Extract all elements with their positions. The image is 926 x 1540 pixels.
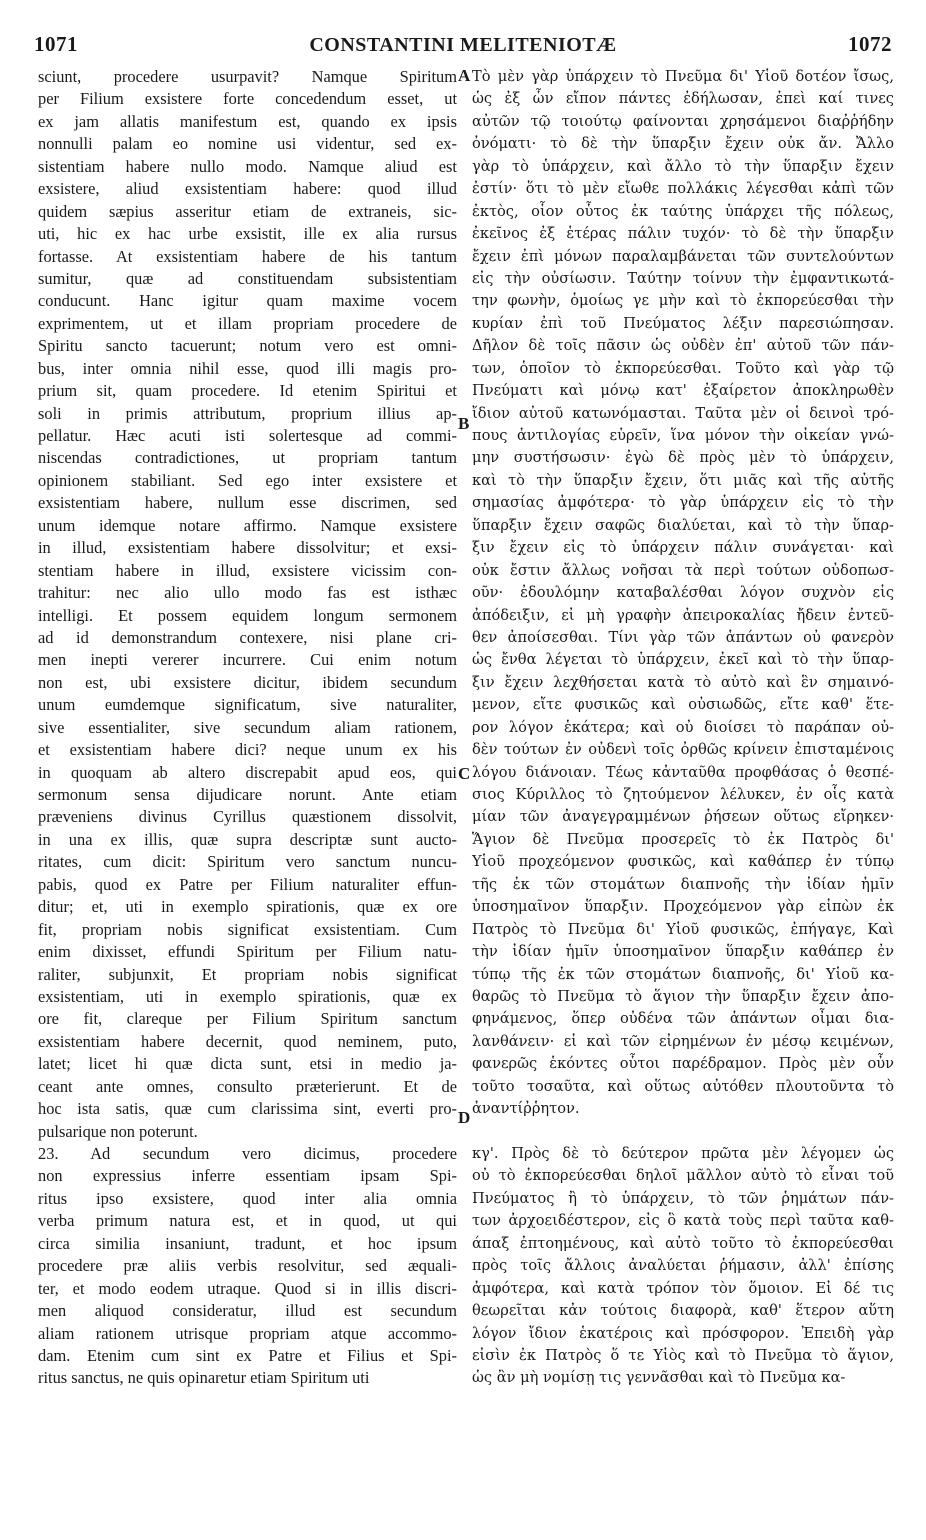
- latin-text-line: nonnulli palam eo nomine usi videntur, sed ex-: [38, 134, 457, 154]
- latin-text-line: niscendas contradictiones, ut propriam tantum: [38, 448, 457, 468]
- latin-text-line: stentiam habere in illud, exsistere vicissim con-: [38, 560, 457, 580]
- latin-text-line: circa similia insaniunt, tradunt, et hoc ipsum: [38, 1233, 457, 1253]
- greek-text-line: τὴν ἰδίαν ἡμῖν ὑποσημαῖνον ὕπαρξιν καθάπερ ἐν: [472, 943, 894, 961]
- running-header: [34, 32, 892, 58]
- latin-text-line: exsistere, aliud exsistentiam habere: quod illud: [38, 179, 457, 199]
- latin-text-line: bus, inter omnia nihil esse, quod illi magis pro-: [38, 358, 457, 378]
- latin-text-line: sive essentialiter, sive secundum aliam rationem,: [38, 717, 457, 737]
- latin-text-line: raliter, subjunxit, Et propriam nobis significat: [38, 964, 457, 984]
- greek-column: [472, 66, 894, 1390]
- latin-text-line: sciunt, procedere usurpavit? Namque Spiritum: [38, 67, 457, 86]
- greek-text-line: οὐκ ἔστιν ἄλλως νοῆσαι τὰ περὶ τούτων οὐδοπωσ-: [472, 561, 894, 579]
- latin-text-line: hoc ista satis, quæ cum clarissima sint, everti pro-: [38, 1099, 457, 1119]
- greek-text-line: ξιν ἔχειν εἰς τὸ ὑπάρχειν πάλιν συνάγεται· καὶ: [472, 539, 894, 557]
- greek-text-line: οὐ τὸ ἐκπορεύεσθαι δηλοῖ μᾶλλον αὐτὸ τὸ εἶναι τοῦ: [472, 1167, 894, 1185]
- latin-text-line: in illud, exsistentiam habere dissolvitur; et exsi-: [38, 538, 457, 558]
- greek-text-line: λανθάνειν· εἰ καὶ τῶν εἰρημένων ἐν μέσῳ κειμένων,: [472, 1032, 894, 1050]
- margin-marker-d: D: [458, 1108, 471, 1127]
- greek-text-line: αὐτῶν τῷ τοιούτῳ φαίνονται χρησάμενοι διαῤῥήδην: [472, 112, 894, 130]
- greek-text-line: πους ἀντιλογίας εὑρεῖν, ἵνα μόνον τὴν οἰκείαν γνώ-: [472, 427, 894, 444]
- greek-text-line: λόγου διάνοιαν. Τέως κἀνταῦθα προφθάσας ὁ θεσπέ-: [472, 763, 894, 781]
- greek-text-line: ὡς ἂν μὴ νομίσῃ τις γεννᾶσθαι καὶ τὸ Πνεῦμα κα-: [472, 1369, 846, 1387]
- greek-text-line: μενον, εἴτε φυσικῶς καὶ οὐσιωδῶς, εἴτε καθ' ἕτε-: [472, 696, 894, 714]
- margin-marker-b: B: [458, 414, 470, 433]
- greek-text-line: τύπῳ τῆς ἐκ τῶν στομάτων διαπνοῆς, δι' Υἱοῦ κα-: [472, 965, 894, 983]
- greek-text-line: τοῦτο τοσαῦτα, καὶ οὕτως αὐτόθεν πλουτοῦντα τὸ: [472, 1077, 894, 1095]
- latin-text-line: procedere præ aliis verbis resolvitur, sed æquali-: [38, 1256, 457, 1276]
- greek-text-line: την φωνὴν, ὁμοίως γε μὴν καὶ τὸ ἐκπορεύεσθαι τὴν: [472, 292, 894, 310]
- latin-text-line: ditur; et, uti in exemplo spirationis, quæ ex ore: [38, 897, 457, 917]
- greek-text-line: ἀπόδειξιν, εἰ μὴ γραφὴν ἀπειροκαλίας ἤδειν ἐντεῦ-: [472, 606, 894, 624]
- left-page-number: 1071: [34, 32, 78, 56]
- greek-text-line: σιος Κύριλλος τὸ ζητούμενον λέλυκεν, ἐν οἷς κατὰ: [472, 786, 894, 803]
- greek-text-line: εἰς τὴν οὐσίωσιν. Ταύτην τοίνυν τὴν ἐμφαντικωτά-: [472, 269, 894, 287]
- latin-column: [38, 66, 457, 1390]
- margin-marker-a: A: [458, 66, 471, 85]
- greek-text-line: ὕπαρξιν ἔχειν σαφῶς διαλύεται, καὶ τὸ τὴν ὕπαρ-: [472, 516, 894, 534]
- greek-text-line: άπαξ ἐπτοημένους, καὶ αὐτὸ τοῦτο τὸ ἐκπορεύεσθαι: [472, 1234, 894, 1252]
- latin-text-line: et exsistentiam habere dici? neque unum ex his: [38, 740, 457, 760]
- latin-text-line: non est, ubi exsistere dicitur, ibidem secundum: [38, 672, 457, 692]
- greek-text-line: ἐστίν· ὅτι τὸ μὲν εἴωθε πολλάκις λέγεσθαι κἀπὶ τῶν: [472, 180, 894, 198]
- greek-text-line: ὡς ἐξ ὧν εἴπον πάντες ἐδήλωσαν, ἐπεὶ καί τινες: [472, 90, 894, 108]
- greek-text-line: ρον λόγον ἑκάτερα; καὶ οὐ διοίσει τὸ παράπαν οὐ-: [472, 718, 894, 736]
- greek-text-line: ἴδιον αὐτοῦ κατωνόμασται. Ταῦτα μὲν οἱ δεινοὶ τρό-: [472, 404, 894, 422]
- latin-text-line: ex jam allatis manifestum est, quando ex ipsis: [38, 111, 457, 131]
- greek-text-line: σημασίας ἀμφότερα· τὸ γὰρ ὑπάρχειν εἰς τὸ τὴν: [472, 494, 894, 512]
- greek-text-line: πρὸς τοῖς ἄλλοις ἀναλύεται ῥήμασιν, ἀλλ' ἐπίσης: [472, 1257, 894, 1275]
- latin-text-line: fortasse. At exsistentiam habere de his tantum: [38, 246, 457, 266]
- greek-text-line: ἐκεῖνος ἐξ ἑτέρας πάλιν τυχόν· τὸ δὲ τὴν ὕπαρξιν: [472, 225, 894, 243]
- latin-text-line: conducunt. Hanc igitur quam maxime vocem: [38, 291, 457, 311]
- greek-text-line: φανερῶς ἑκόντες οὗτοι παρέδραμον. Πρὸς μὲν οὖν: [472, 1055, 894, 1073]
- latin-text-line: prium sit, quam procedere. Id etenim Spiritui et: [38, 381, 457, 401]
- greek-text-line: των, ὁποῖον τὸ ἐκπορεύεσθαι. Τοῦτο καὶ γὰρ τῷ: [472, 359, 894, 377]
- greek-text-line: Πνεύματος ἢ τὸ ὑπάρχειν, τὸ τῶν ῥημάτων πάν-: [472, 1189, 894, 1207]
- latin-text-line: ore fit, clareque per Filium Spiritum sanctum: [38, 1009, 457, 1029]
- latin-text-line: dam. Etenim cum sint ex Patre et Filius et Spi-: [38, 1345, 457, 1365]
- greek-text-line: Πατρὸς τὸ Πνεῦμα δι' Υἱοῦ φυσικῶς, ἐπήγαγε, Καὶ: [472, 920, 894, 938]
- latin-text-line: ritates, cum dicit: Spiritum vero sanctum nuncu-: [38, 852, 457, 872]
- margin-marker-c: C: [458, 764, 471, 783]
- greek-text-line: Πνεύματι καὶ μόνῳ κατ' ἐξαίρετον ἀποκληρωθὲν: [472, 382, 894, 400]
- greek-text-line: ὡς ἔνθα λέγεται τὸ ὑπάρχειν, ἐκεῖ καὶ τὸ τὴν ὕπαρ-: [472, 651, 894, 669]
- latin-text-line: verba primum natura est, et in quod, ut qui: [38, 1211, 457, 1231]
- greek-text-line: δὲν τούτων ἐν οὐδενὶ τοῖς ὀρθῶς κρίνειν ἐπισταμένοις: [472, 741, 894, 759]
- latin-text-line: præveniens divinus Cyrillus quæstionem dissolvit,: [38, 807, 457, 827]
- latin-text-line: men inepti vererer incurrere. Cui enim notum: [38, 650, 457, 670]
- greek-text-line: λόγον ἴδιον ἑκατέροις καὶ πρόσφορον. Ἐπειδὴ γὰρ: [472, 1324, 894, 1342]
- greek-text-line: εἰσὶν ἐκ Πατρὸς ὅ τε Υἱὸς καὶ τὸ Πνεῦμα τὸ ἅγιον,: [472, 1346, 894, 1364]
- latin-text-line: uti, hic ex hac urbe exsistit, ille ex alia rursus: [38, 224, 457, 244]
- greek-text-line: ἀμφότερα, καὶ κατὰ τρόπον τὸν ὅμοιον. Εἰ δέ τις: [472, 1279, 894, 1297]
- latin-text-line: quidem sæpius asseritur etiam de extraneis, sic-: [38, 201, 457, 221]
- latin-text-line: ad id demonstrandum contexere, nisi plane cri-: [38, 627, 457, 647]
- latin-text-line: aliam rationem utrisque propriam atque accommo-: [38, 1323, 457, 1343]
- latin-text-line: unum idemque notare affirmo. Namque exsistere: [38, 515, 457, 535]
- greek-text-line: θεν ἀποίσεσθαι. Τίνι γὰρ τῶν ἁπάντων οὐ φανερὸν: [472, 628, 894, 646]
- latin-text-line: men aliquod consideratur, illud est secundum: [38, 1301, 457, 1321]
- greek-text-line: μίαν τῶν ἀναγεγραμμένων ῥήσεων οὕτως εἴρηκεν·: [472, 808, 894, 826]
- latin-text-line: exsistentiam habere decernit, quod neminem, puto,: [38, 1031, 457, 1051]
- greek-text-line: Δῆλον δὲ τοῖς πᾶσιν ὡς οὐδὲν ἐπ' αὐτοῦ τῶν πάν-: [472, 337, 894, 355]
- latin-text-line: intelligi. Et possem equidem longum sermonem: [38, 605, 457, 625]
- latin-text-line: per Filium exsistere forte concedendum esset, ut: [38, 89, 457, 109]
- latin-text-line: ter, et modo eodem utraque. Quod si in illis discri-: [38, 1278, 457, 1298]
- greek-text-line: κγ'. Πρὸς δὲ τὸ δεύτερον πρῶτα μὲν λέγομεν ὡς: [472, 1145, 894, 1162]
- greek-text-line: Τὸ μὲν γὰρ ὑπάρχειν τὸ Πνεῦμα δι' Υἱοῦ δοτέον ἴσως,: [472, 68, 894, 85]
- latin-text-line: sistentiam habere nullo modo. Namque aliud est: [38, 156, 457, 176]
- greek-text-line: των ἀρχοειδέστερον, εἰς ὃ κατὰ τοὺς περὶ ταῦτα καθ-: [472, 1212, 894, 1230]
- running-title: CONSTANTINI MELITENIOTÆ: [309, 34, 617, 56]
- latin-text-line: pulsarique non poterunt.: [38, 1121, 198, 1141]
- latin-text-line: sumitur, quæ ad constituendam subsistentiam: [38, 268, 457, 288]
- greek-text-line: κυρίαν ἐπὶ τοῦ Πνεύματος λέξιν παρεσιώπησαν.: [472, 314, 894, 332]
- latin-text-line: ceant ante omnes, consulto præterierunt. Et de: [38, 1076, 457, 1096]
- latin-text-line: ritus ipso exsistere, quod inter alia omnia: [38, 1188, 457, 1208]
- latin-text-line: 23. Ad secundum vero dicimus, procedere: [38, 1144, 457, 1163]
- greek-text-line: καὶ τὸ τὴν ὕπαρξιν ἔχειν, ὅτι μιᾶς καὶ τῆς αὐτῆς: [472, 471, 894, 489]
- latin-text-line: enim dixisset, effundi Spiritum per Filium natu-: [38, 942, 457, 962]
- latin-text-line: pellatur. Hæc acuti isti solertesque ad commi-: [38, 426, 457, 445]
- greek-text-line: ὀνόματι· τὸ δὲ τὴν ὕπαρξιν ἔχειν οὐκ ἄν. Ἄλλο: [472, 135, 894, 153]
- greek-text-line: οῦν· ἐδουλόμην καταβαλέσθαι λόγον συχνὸν εἰς: [472, 584, 894, 602]
- latin-text-line: ritus sanctus, ne quis opinaretur etiam Spiritum uti: [38, 1368, 370, 1388]
- greek-text-line: φηνάμενος, ὅπερ οὐδένα τῶν ἁπάντων οἶμαι δια-: [472, 1010, 894, 1028]
- latin-text-line: exprimentem, ut et illam propriam procedere de: [38, 313, 457, 333]
- latin-text-line: opinionem stabiliant. Sed ego inter exsistere et: [38, 470, 457, 490]
- latin-text-line: in una ex illis, quæ supra descriptæ sunt aucto-: [38, 829, 457, 849]
- greek-text-line: ἀναντίῤῥητον.: [472, 1100, 580, 1118]
- greek-text-line: μην συστήσωσιν· ἐγὼ δὲ πρὸς μὲν τὸ ὑπάρχειν,: [472, 449, 894, 467]
- latin-text-line: trahitur: nec alio ullo modo fas est isthæc: [38, 583, 457, 603]
- greek-text-line: Ἅγιον δὲ Πνεῦμα προσερεῖς τὸ ἐκ Πατρὸς δι': [472, 830, 894, 848]
- latin-text-line: non expressius inferre essentiam ipsam Spi-: [38, 1166, 457, 1186]
- greek-text-line: θαρῶς τὸ Πνεῦμα τὸ ἅγιον τὴν ὕπαρξιν ἔχειν ἀπο-: [472, 987, 894, 1005]
- latin-text-line: fit, propriam nobis significat exsistentiam. Cum: [38, 919, 457, 939]
- latin-text-line: Spiritu sancto tacuerunt; notum vero est omni-: [38, 336, 457, 356]
- greek-text-line: ἔχειν ἐπὶ μόνων παραλαμβάνεται τῶν συντελούντων: [472, 247, 894, 265]
- latin-text-line: soli in primis attributum, proprium illius ap-: [38, 403, 457, 423]
- right-page-number: 1072: [848, 32, 892, 56]
- paragraph-gap: [472, 1121, 894, 1143]
- latin-text-line: in quoquam ab altero discrepabit apud eos, qui: [38, 762, 457, 782]
- latin-text-line: exsistentiam, uti in exemplo spirationis, quæ ex: [38, 986, 457, 1006]
- greek-text-line: θεωρεῖται κἀν τούτοις διαφορὰ, καθ' ἕτερον αὕτη: [472, 1302, 894, 1320]
- greek-text-line: τῆς ἐκ τῶν στομάτων διαπνοῆς τὴν ἰδίαν ἡμῖν: [472, 875, 894, 893]
- latin-text-line: unum eumdemque significatum, sive naturaliter,: [38, 695, 457, 715]
- latin-text-line: sermonum sensa dijudicare norunt. Ante etiam: [38, 785, 457, 804]
- latin-text-line: pabis, quod ex Patre per Filium naturaliter effun-: [38, 874, 457, 894]
- greek-text-line: γὰρ τὸ ὑπάρχειν, καὶ ἄλλο τὸ τὴν ὕπαρξιν ἔχειν: [472, 157, 894, 175]
- greek-text-line: ὑποσημαῖνον ὕπαρξιν. Προχεόμενον γὰρ εἰπὼν ἐκ: [472, 898, 894, 916]
- latin-text-line: exsistentiam habere, nullum esse discrimen, sed: [38, 493, 457, 513]
- greek-text-line: Υἱοῦ προχεόμενον φυσικῶς, καὶ καθάπερ ἐν τύπῳ: [472, 853, 894, 871]
- greek-text-line: ἐκτὸς, οἷον οὗτος ἐκ ταύτης ὑπάρχει τῆς πόλεως,: [472, 202, 894, 220]
- latin-text-line: latet; licet hi quæ dicta sunt, etsi in medio ja-: [38, 1054, 457, 1074]
- greek-text-line: ξιν ἔχειν λεχθήσεται κατὰ τὸ αὐτὸ καὶ ἓν σημαινό-: [472, 673, 894, 691]
